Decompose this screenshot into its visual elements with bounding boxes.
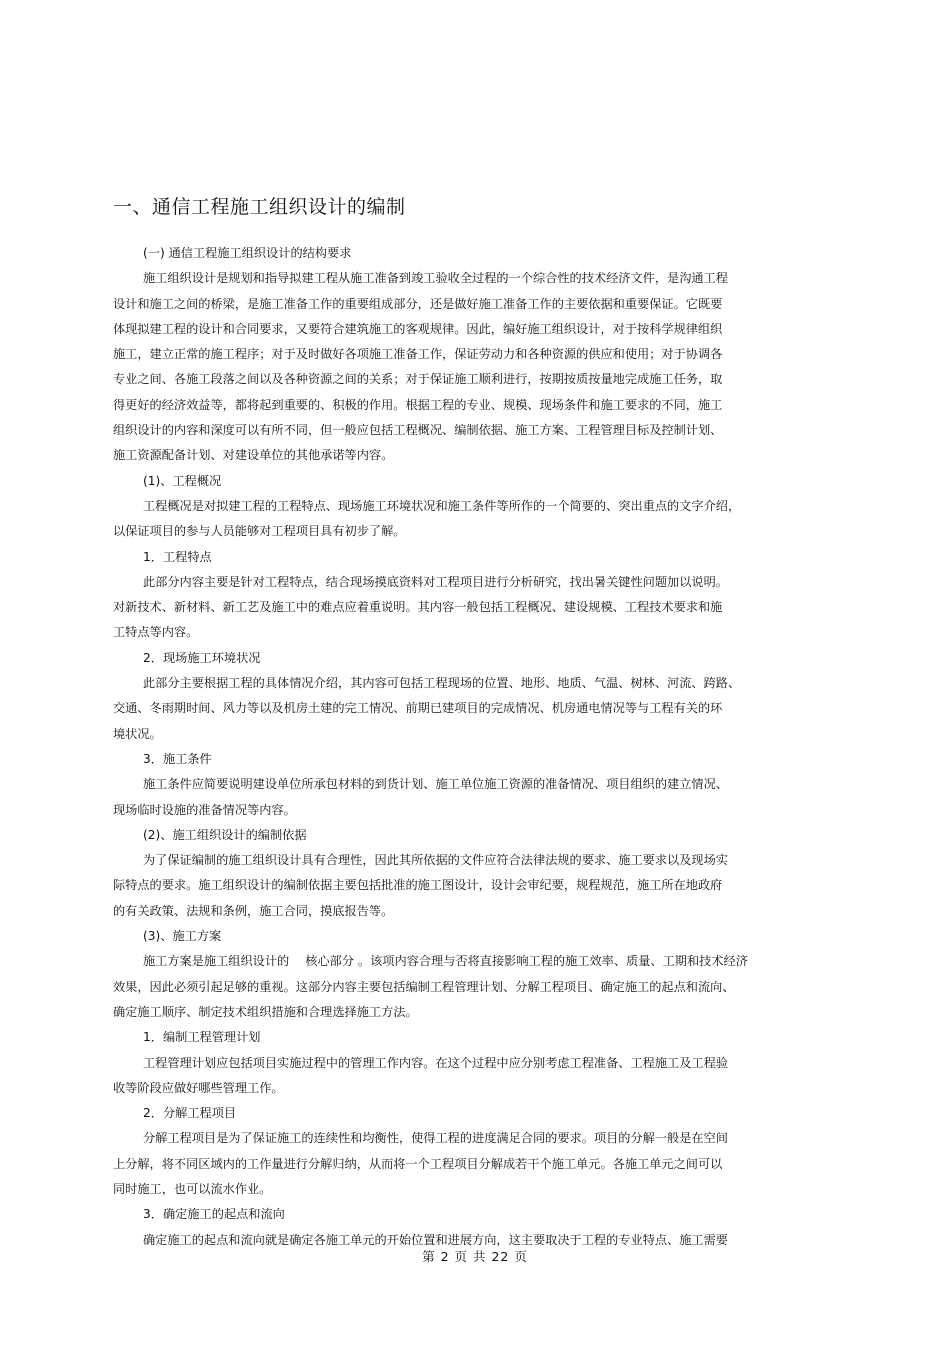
text-line: 此部分主要根据工程的具体情况介绍，其内容可包括工程现场的位置、地形、地质、气温、树林、河流、跨路、 — [143, 676, 741, 691]
text-line: 的有关政策、法规和条例，施工合同，摸底报告等。 — [113, 903, 394, 918]
text-line: 确定施工的起点和流向就是确定各施工单元的开始位置和进展方向，这主要取决于工程的专业特点、施工需要 — [143, 1232, 728, 1247]
text-line: 此部分内容主要是针对工程特点，结合现场摸底资料对工程项目进行分析研究，找出暑关键性问题加以说明。 — [143, 574, 728, 589]
text-line: (2)、施工组织设计的编制依据 — [143, 827, 307, 842]
text-line: 为了保证编制的施工组织设计具有合理性，因此其所依据的文件应符合法律法规的要求、施工要求以及现场实 — [143, 853, 728, 868]
text-line: (3)、施工方案 — [143, 929, 222, 944]
text-line: 专业之间、各施工段落之间以及各种资源之间的关系；对于保证施工顺利进行，按期按质按量地完成施工任务，取 — [113, 372, 723, 387]
text-line: 效果，因此必须引起足够的重视。这部分内容主要包括编制工程管理计划、分解工程项目、确定施工的起点和流向、 — [113, 979, 735, 994]
page-footer: 第 2 页 共 22 页 — [422, 1249, 528, 1264]
text-line: 工特点等内容。 — [113, 625, 199, 640]
text-line: 2．现场施工环境状况 — [143, 650, 261, 665]
text-line: 同时施工，也可以流水作业。 — [113, 1181, 272, 1196]
text-line: 3．确定施工的起点和流向 — [143, 1207, 285, 1222]
text-line: 上分解，将不同区域内的工作量进行分解归纳，从而将一个工程项目分解成若干个施工单元。各施工单元之间可以 — [113, 1156, 723, 1171]
text-line: 施工，建立正常的施工程序；对于及时做好各项施工准备工作，保证劳动力和各种资源的供应和使用；对于协调各 — [113, 347, 723, 362]
text-line: 施工条件应简要说明建设单位所承包材料的到货计划、施工单位施工资源的准备情况、项目组织的建立情况、 — [143, 777, 728, 792]
text-line: 施工方案是施工组织设计的 核心部分 。该项内容合理与否将直接影响工程的施工效率、质量、工期和技术经济 — [143, 954, 748, 969]
text-line: 工程管理计划应包括项目实施过程中的管理工作内容。在这个过程中应分别考虑工程准备、工程施工及工程验 — [143, 1055, 728, 1070]
text-line: 分解工程项目是为了保证施工的连续性和均衡性，使得工程的进度满足合同的要求。项目的分解一般是在空间 — [143, 1131, 728, 1146]
text-line: 3．施工条件 — [143, 751, 212, 766]
text-line: 体现拟建工程的设计和合同要求，又要符合建筑施工的客观规律。因此，编好施工组织设计，对于按科学规律组织 — [113, 321, 723, 336]
text-line: 工程概况是对拟建工程的工程特点、现场施工环境状况和施工条件等所作的一个简要的、突出重点的文字介绍， — [143, 498, 741, 513]
text-line: 组织设计的内容和深度可以有所不同，但一般应包括工程概况、编制依据、施工方案、工程管理目标及控制计划、 — [113, 423, 723, 438]
text-line: 施工资源配备计划、对建设单位的其他承诺等内容。 — [113, 448, 394, 463]
text-line: 得更好的经济效益等，都将起到重要的、积极的作用。根据工程的专业、规模、现场条件和施工要求的不同，施工 — [113, 397, 723, 412]
text-line: 以保证项目的参与人员能够对工程项目具有初步了解。 — [113, 524, 406, 539]
text-line: 交通、冬雨期时间、风力等以及机房土建的完工情况、前期已建项目的完成情况、机房通电情况等与工程有关的环 — [113, 701, 723, 716]
document-body — [113, 241, 793, 1253]
text-line: (1)、工程概况 — [143, 473, 222, 488]
text-line: 1．编制工程管理计划 — [143, 1030, 261, 1045]
text-line: 收等阶段应做好哪些管理工作。 — [113, 1080, 284, 1095]
text-line: 现场临时设施的准备情况等内容。 — [113, 802, 296, 817]
text-line: 设计和施工之间的桥梁，是施工准备工作的重要组成部分，还是做好施工准备工作的主要依据和重要保证。它既要 — [113, 296, 723, 311]
text-line: 对新技术、新材料、新工艺及施工中的难点应着重说明。其内容一般包括工程概况、建设规模、工程技术要求和施 — [113, 600, 723, 615]
text-line: 施工组织设计是规划和指导拟建工程从施工准备到竣工验收全过程的一个综合性的技术经济文件，是沟通工程 — [143, 271, 728, 286]
section-title: 一、通信工程施工组织设计的编制 — [113, 196, 406, 218]
text-line: (一) 通信工程施工组织设计的结构要求 — [143, 246, 352, 260]
text-line: 1．工程特点 — [143, 549, 212, 564]
text-line: 境状况。 — [113, 726, 162, 741]
text-line: 确定施工顺序、制定技术组织措施和合理选择施工方法。 — [113, 1004, 418, 1019]
text-line: 2．分解工程项目 — [143, 1106, 237, 1121]
text-line: 际特点的要求。施工组织设计的编制依据主要包括批准的施工图设计，设计会审纪要，规程规范，施工所在地政府 — [113, 878, 723, 893]
